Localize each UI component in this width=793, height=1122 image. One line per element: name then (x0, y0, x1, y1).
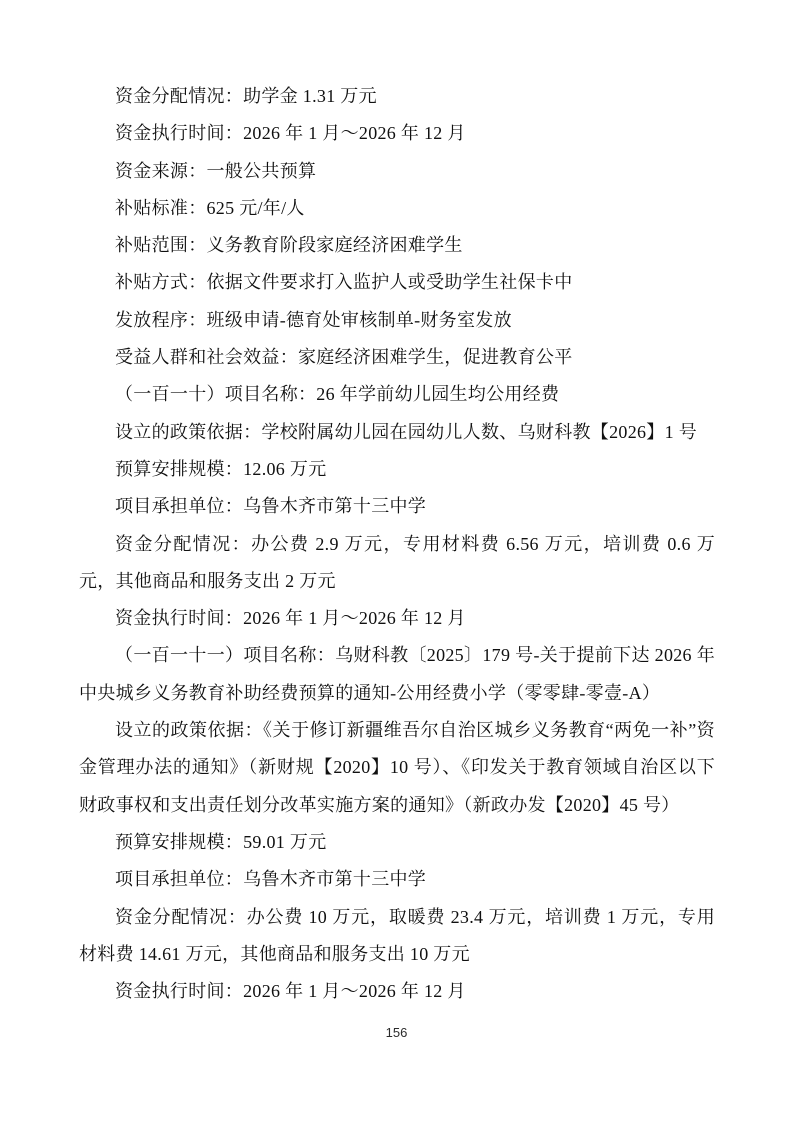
doc-paragraph: 资金分配情况：助学金 1.31 万元 (115, 86, 377, 106)
doc-paragraph: 资金执行时间：2026 年 1 月～2026 年 12 月 (115, 981, 466, 1002)
page-number: 156 (385, 1025, 408, 1040)
doc-paragraph: 设立的政策依据：学校附属幼儿园在园幼儿人数、乌财科教【2026】1 号 (115, 421, 697, 442)
doc-paragraph-project-title: （一百一十一）项目名称：乌财科教〔2025〕179 号-关于提前下达 2026 年中央城乡义务教育补助经费预算的通知-公用经费小学（零零肆-零壹-A） (79, 645, 715, 703)
doc-paragraph: 发放程序：班级申请-德育处审核制单-财务室发放 (115, 309, 512, 330)
doc-paragraph: 补贴方式：依据文件要求打入监护人或受助学生社保卡中 (115, 272, 573, 293)
doc-paragraph: 项目承担单位：乌鲁木齐市第十三中学 (115, 496, 427, 517)
doc-paragraph: 项目承担单位：乌鲁木齐市第十三中学 (115, 869, 427, 890)
doc-paragraph: 预算安排规模：12.06 万元 (115, 458, 327, 479)
doc-paragraph: 补贴标准：625 元/年/人 (115, 197, 305, 218)
doc-paragraph: 资金执行时间：2026 年 1 月～2026 年 12 月 (115, 123, 466, 144)
doc-paragraph: 补贴范围：义务教育阶段家庭经济困难学生 (115, 235, 463, 256)
doc-paragraph-project-title: （一百一十）项目名称：26 年学前幼儿园生均公用经费 (115, 384, 560, 405)
doc-paragraph: 资金分配情况：办公费 10 万元，取暖费 23.4 万元，培训费 1 万元，专用材料费 14.61 万元，其他商品和服务支出 10 万元 (79, 906, 715, 964)
document-body (79, 78, 715, 1010)
doc-paragraph: 资金来源：一般公共预算 (115, 160, 317, 181)
doc-paragraph: 资金执行时间：2026 年 1 月～2026 年 12 月 (115, 608, 466, 629)
doc-paragraph: 预算安排规模：59.01 万元 (115, 831, 327, 852)
doc-paragraph: 资金分配情况：办公费 2.9 万元，专用材料费 6.56 万元，培训费 0.6 万元，其他商品和服务支出 2 万元 (79, 533, 715, 591)
doc-paragraph: 设立的政策依据：《关于修订新疆维吾尔自治区城乡义务教育“两免一补”资金管理办法的通知》（新财规【2020】10 号）、《印发关于教育领域自治区以下财政事权和支出责任划分改革实施方案的通知》（新政办发【2020】45 号） (79, 720, 715, 815)
doc-paragraph: 受益人群和社会效益：家庭经济困难学生，促进教育公平 (115, 347, 573, 368)
